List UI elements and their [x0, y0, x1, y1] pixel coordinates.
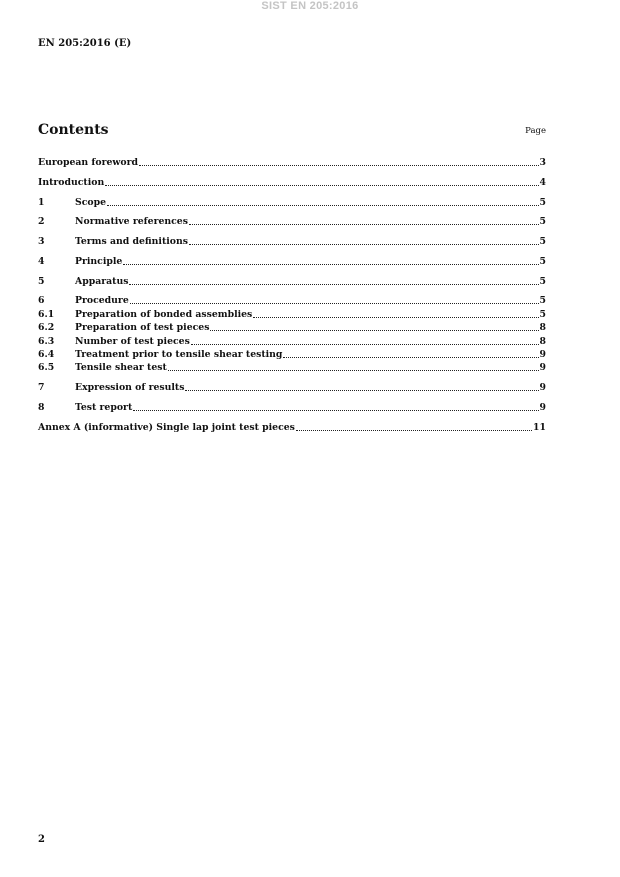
- toc-leader-dots: [189, 221, 539, 225]
- toc-leader-dots: [123, 261, 538, 265]
- toc-entry-title: Terms and definitions: [75, 236, 188, 247]
- toc-entry-page: 3: [539, 157, 546, 168]
- toc-leader-dots: [296, 427, 532, 431]
- toc-entry-number: 6.4: [38, 349, 55, 360]
- toc-entry-title: Apparatus: [75, 276, 129, 287]
- toc-entry[interactable]: [38, 176, 546, 189]
- toc-leader-dots: [210, 327, 538, 331]
- toc-entry-page: 9: [539, 402, 546, 413]
- toc-entry[interactable]: [38, 196, 546, 209]
- toc-entry[interactable]: [38, 321, 546, 334]
- toc-entry[interactable]: [38, 294, 546, 307]
- toc-entry-title: Preparation of test pieces: [75, 322, 210, 333]
- toc-entry-number: 4: [38, 256, 45, 267]
- toc-entry-page: 9: [539, 362, 546, 373]
- toc-entry-number: 6.3: [38, 336, 55, 347]
- toc-leader-dots: [189, 241, 539, 245]
- toc-entry-page: 11: [533, 422, 546, 433]
- toc-entry[interactable]: [38, 421, 546, 434]
- toc-entry-title: Number of test pieces: [75, 336, 190, 347]
- toc-entry-page: 5: [539, 256, 546, 267]
- toc-entry-page: 5: [539, 276, 546, 287]
- toc-entry-title: Annex A (informative) Single lap joint test pieces: [38, 422, 295, 433]
- toc-entry-page: 9: [539, 382, 546, 393]
- toc-entry[interactable]: [38, 361, 546, 374]
- toc-leader-dots: [253, 314, 538, 318]
- toc-entry[interactable]: [38, 381, 546, 394]
- toc-entry-title: Normative references: [75, 216, 188, 227]
- toc-leader-dots: [185, 387, 538, 391]
- toc-entry-number: 6.2: [38, 322, 55, 333]
- toc-entry-page: 4: [539, 177, 546, 188]
- toc-entry-number: 7: [38, 382, 45, 393]
- toc-entry-title: Treatment prior to tensile shear testing: [75, 349, 283, 360]
- toc-leader-dots: [168, 367, 539, 371]
- toc-entry-number: 6.1: [38, 309, 55, 320]
- toc-entry-number: 6: [38, 295, 45, 306]
- document-id: EN 205:2016 (E): [38, 38, 132, 49]
- toc-entry-title: Procedure: [75, 295, 129, 306]
- toc-entry-page: 5: [539, 236, 546, 247]
- toc-leader-dots: [191, 341, 539, 345]
- toc-entry-page: 5: [539, 309, 546, 320]
- toc-entry-page: 5: [539, 295, 546, 306]
- toc-leader-dots: [107, 202, 539, 206]
- toc-entry-title: Principle: [75, 256, 123, 267]
- watermark: SIST EN 205:2016: [261, 0, 359, 12]
- toc-leader-dots: [133, 407, 538, 411]
- toc-entry[interactable]: [38, 215, 546, 228]
- toc-entry[interactable]: [38, 156, 546, 169]
- toc-entry-number: 2: [38, 216, 45, 227]
- toc-entry-title: Expression of results: [75, 382, 185, 393]
- toc-entry-title: Introduction: [38, 177, 105, 188]
- toc-leader-dots: [130, 300, 539, 304]
- toc-entry[interactable]: [38, 275, 546, 288]
- toc-entry-title: Scope: [75, 197, 106, 208]
- toc-entry-title: Tensile shear test: [75, 362, 167, 373]
- toc-entry-number: 1: [38, 197, 45, 208]
- toc-entry[interactable]: [38, 335, 546, 348]
- toc-entry-page: 5: [539, 216, 546, 227]
- toc-entry-number: 8: [38, 402, 45, 413]
- toc-entry[interactable]: [38, 255, 546, 268]
- toc-entry-number: 3: [38, 236, 45, 247]
- toc-entry[interactable]: [38, 348, 546, 361]
- toc-entry[interactable]: [38, 308, 546, 321]
- toc-leader-dots: [105, 182, 538, 186]
- toc-entry-page: 9: [539, 349, 546, 360]
- toc-entry[interactable]: [38, 235, 546, 248]
- page-number: 2: [38, 834, 45, 845]
- toc-entry-title: Preparation of bonded assemblies: [75, 309, 253, 320]
- toc-leader-dots: [139, 162, 539, 166]
- contents-heading: Contents: [38, 122, 109, 138]
- toc-entry-number: 5: [38, 276, 45, 287]
- toc-entry-number: 6.5: [38, 362, 55, 373]
- toc-entry-page: 8: [539, 336, 546, 347]
- toc-entry-title: European foreword: [38, 157, 138, 168]
- toc-entry-page: 8: [539, 322, 546, 333]
- toc-entry-page: 5: [539, 197, 546, 208]
- page-column-label: Page: [525, 126, 546, 136]
- toc-leader-dots: [129, 281, 538, 285]
- toc-entry-title: Test report: [75, 402, 133, 413]
- toc-leader-dots: [283, 354, 538, 358]
- toc-entry[interactable]: [38, 401, 546, 414]
